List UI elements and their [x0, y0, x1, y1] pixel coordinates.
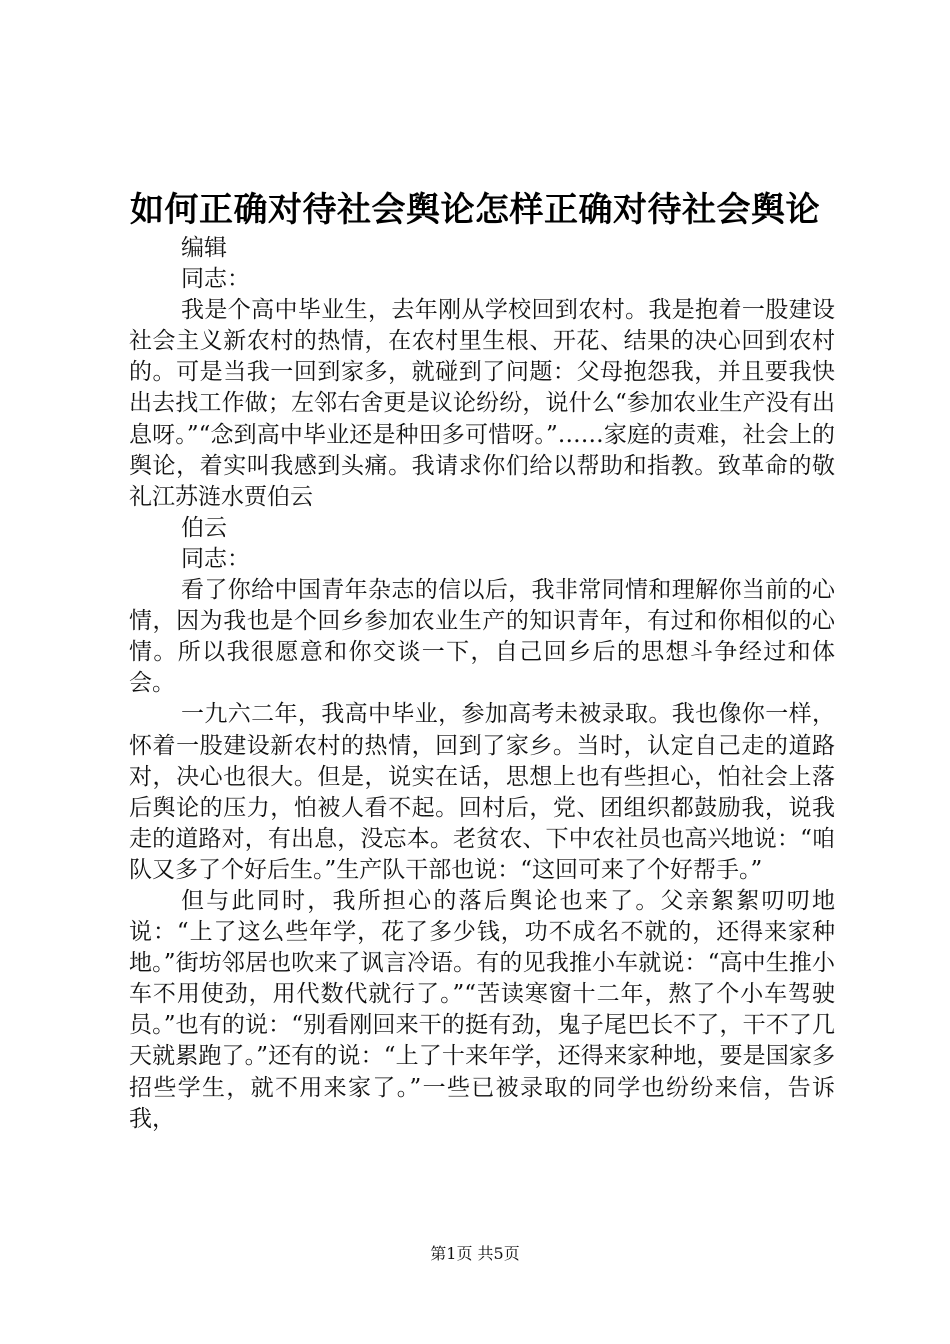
- paragraph: 一九六二年，我高中毕业，参加高考未被录取。我也像你一样，怀着一股建设新农村的热情，回到了家乡。当时，认定自己走的道路对，决心也很大。但是，说实在话，思想上也有些担心，怕社会上落后舆论的压力，怕被人看不起。回村后，党、团组织都鼓励我，说我走的道路对，有出息，没忘本。老贫农、下中农社员也高兴地说：“咱队又多了个好后生。”生产队干部也说：“这回可来了个好帮手。”: [129, 701, 835, 883]
- paragraph: 编辑: [181, 235, 227, 261]
- document-body: [129, 233, 835, 1135]
- page-number-footer: 第1页 共5页: [430, 1244, 520, 1263]
- paragraph: 看了你给中国青年杂志的信以后，我非常同情和理解你当前的心情，因为我也是个回乡参加农业生产的知识青年，有过和你相似的心情。所以我很愿意和你交谈一下，自己回乡后的思想斗争经过和体会。: [129, 577, 835, 697]
- paragraph: 但与此同时，我所担心的落后舆论也来了。父亲絮絮叨叨地说：“上了这么些年学，花了多少钱，功不成名不就的，还得来家种地。”街坊邻居也吹来了讽言冷语。有的见我推小车就说：“高中生推小车不用使劲，用代数代就行了。”“苦读寒窗十二年，熬了个小车驾驶员。”也有的说：“别看刚回来干的挺有劲，鬼子尾巴长不了，干不了几天就累跑了。”还有的说：“上了十来年学，还得来家种地，要是国家多招些学生，就不用来家了。”一些已被录取的同学也纷纷来信，告诉我，: [129, 887, 835, 1132]
- paragraph: 伯云: [181, 514, 227, 541]
- paragraph: 同志：: [181, 266, 250, 293]
- paragraph: 我是个高中毕业生，去年刚从学校回到农村。我是抱着一股建设社会主义新农村的热情，在农村里生根、开花、结果的决心回到农村的。可是当我一回到家多，就碰到了问题：父母抱怨我，并且要我快出去找工作做；左邻右舍更是议论纷纷，说什么“参加农业生产没有出息呀。”“念到高中毕业还是种田多可惜呀。”……家庭的责难，社会上的舆论，着实叫我感到头痛。我请求你们给以帮助和指教。致革命的敬礼江苏涟水贾伯云: [129, 297, 835, 510]
- paragraph: 同志：: [181, 545, 250, 572]
- document-title: 如何正确对待社会舆论怎样正确对待社会舆论: [130, 190, 820, 230]
